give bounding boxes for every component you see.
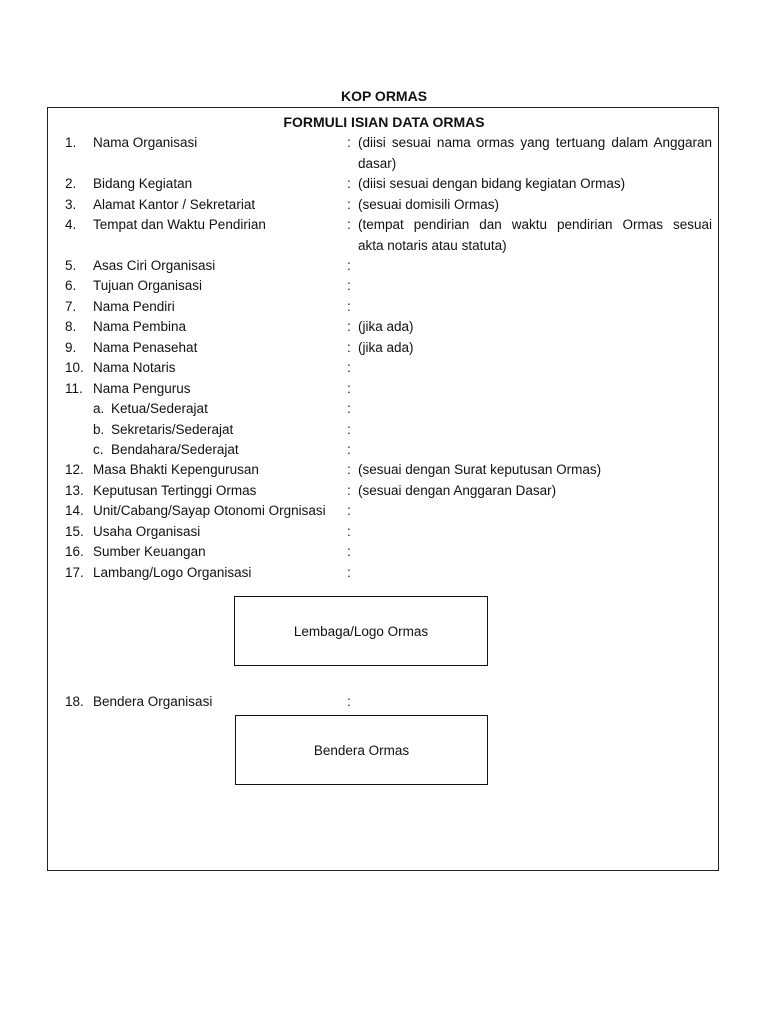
field-colon: :	[347, 462, 351, 477]
item-number: a.	[93, 401, 105, 416]
form-row	[0, 379, 768, 399]
form-row	[0, 522, 768, 542]
form-row	[0, 174, 768, 194]
item-number: 10.	[65, 360, 84, 375]
field-colon: :	[347, 442, 351, 457]
form-row	[0, 542, 768, 562]
item-number: 13.	[65, 483, 84, 498]
field-colon: :	[347, 565, 351, 580]
item-number: 9.	[65, 340, 77, 355]
item-number: 5.	[65, 258, 77, 273]
form-row	[0, 563, 768, 583]
field-colon: :	[347, 340, 351, 355]
form-row	[0, 215, 768, 235]
field-label: Bendera Organisasi	[93, 694, 213, 709]
letterhead-title: KOP ORMAS	[340, 88, 428, 104]
field-colon: :	[347, 483, 351, 498]
form-row	[0, 195, 768, 215]
field-label: Nama Notaris	[93, 360, 176, 375]
field-label: Lambang/Logo Organisasi	[93, 565, 252, 580]
form-row	[0, 236, 768, 256]
form-row	[0, 501, 768, 521]
form-row	[0, 692, 768, 712]
form-row	[0, 154, 768, 174]
item-number: b.	[93, 422, 105, 437]
field-value-hint: (sesuai dengan Surat keputusan Ormas)	[358, 462, 602, 477]
field-label: Ketua/Sederajat	[111, 401, 208, 416]
item-number: 11.	[65, 381, 83, 396]
field-value-hint: (tempat pendirian dan waktu pendirian Ormas sesuai	[358, 217, 712, 232]
field-label: Bendahara/Sederajat	[111, 442, 239, 457]
field-value-hint: (diisi sesuai nama ormas yang tertuang dalam Anggaran	[358, 135, 712, 150]
item-number: c.	[93, 442, 104, 457]
form-row	[0, 399, 768, 419]
field-colon: :	[347, 176, 351, 191]
field-label: Nama Pengurus	[93, 381, 191, 396]
item-number: 4.	[65, 217, 77, 232]
field-colon: :	[347, 258, 351, 273]
item-number: 14.	[65, 503, 84, 518]
form-row	[0, 276, 768, 296]
field-label: Sumber Keuangan	[93, 544, 206, 559]
item-number: 1.	[65, 135, 77, 150]
field-value-hint: akta notaris atau statuta)	[358, 237, 507, 253]
logo-placeholder-box	[234, 596, 488, 666]
field-colon: :	[347, 422, 351, 437]
flag-placeholder-label: Bendera Ormas	[313, 742, 410, 758]
item-number: 15.	[65, 524, 84, 539]
field-colon: :	[347, 278, 351, 293]
item-number: 6.	[65, 278, 77, 293]
form-row	[0, 133, 768, 153]
field-value-hint: dasar)	[358, 155, 397, 171]
item-number: 16.	[65, 544, 84, 559]
form-title: FORMULI ISIAN DATA ORMAS	[283, 114, 485, 130]
field-label: Nama Pendiri	[93, 299, 175, 314]
item-number: 18.	[65, 694, 84, 709]
form-row	[0, 460, 768, 480]
field-label: Nama Organisasi	[93, 135, 198, 150]
field-value-hint: (sesuai dengan Anggaran Dasar)	[358, 483, 557, 498]
field-label: Masa Bhakti Kepengurusan	[93, 462, 259, 477]
field-label: Tempat dan Waktu Pendirian	[93, 217, 266, 232]
form-row	[0, 481, 768, 501]
field-label: Usaha Organisasi	[93, 524, 201, 539]
field-colon: :	[347, 135, 351, 150]
item-number: 3.	[65, 197, 77, 212]
field-colon: :	[347, 694, 351, 709]
field-label: Bidang Kegiatan	[93, 176, 193, 191]
item-number: 17.	[65, 565, 84, 580]
form-row	[0, 358, 768, 378]
field-colon: :	[347, 503, 351, 518]
field-colon: :	[347, 360, 351, 375]
field-colon: :	[347, 401, 351, 416]
item-number: 2.	[65, 176, 77, 191]
field-label: Nama Penasehat	[93, 340, 198, 355]
form-row	[0, 440, 768, 460]
field-label: Keputusan Tertinggi Ormas	[93, 483, 257, 498]
field-value-hint: (diisi sesuai dengan bidang kegiatan Ormas)	[358, 176, 626, 191]
field-colon: :	[347, 544, 351, 559]
field-value-hint: (jika ada)	[358, 340, 414, 355]
field-label: Alamat Kantor / Sekretariat	[93, 197, 256, 212]
field-label: Nama Pembina	[93, 319, 187, 334]
field-colon: :	[347, 299, 351, 314]
form-row	[0, 420, 768, 440]
logo-placeholder-label: Lembaga/Logo Ormas	[293, 623, 429, 639]
flag-placeholder-box	[235, 715, 488, 785]
field-value-hint: (jika ada)	[358, 319, 414, 334]
item-number: 7.	[65, 299, 77, 314]
field-colon: :	[347, 217, 351, 232]
field-label: Tujuan Organisasi	[93, 278, 203, 293]
field-colon: :	[347, 197, 351, 212]
field-label: Unit/Cabang/Sayap Otonomi Orgnisasi	[93, 503, 326, 518]
form-row	[0, 338, 768, 358]
form-row	[0, 317, 768, 337]
form-row	[0, 256, 768, 276]
item-number: 12.	[65, 462, 84, 477]
field-colon: :	[347, 381, 351, 396]
field-value-hint: (sesuai domisili Ormas)	[358, 197, 500, 212]
field-colon: :	[347, 524, 351, 539]
item-number: 8.	[65, 319, 77, 334]
field-label: Sekretaris/Sederajat	[111, 422, 234, 437]
field-colon: :	[347, 319, 351, 334]
form-row	[0, 297, 768, 317]
field-label: Asas Ciri Organisasi	[93, 258, 216, 273]
